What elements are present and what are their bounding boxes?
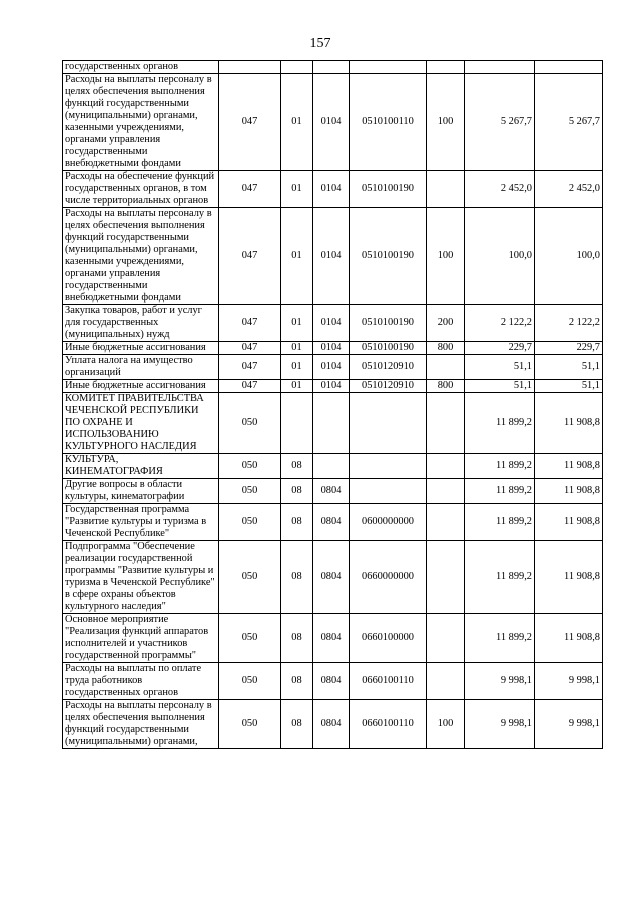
amount-year-1-cell: 11 899,2 [465,479,535,504]
amount-year-1-cell: 11 899,2 [465,541,535,614]
section-code-cell [281,61,313,74]
amount-year-1-cell: 229,7 [465,342,535,355]
page-number: 157 [309,36,331,51]
amount-year-2-cell: 9 998,1 [535,700,603,749]
subsection-code-cell: 0104 [313,208,350,305]
expense-type-cell: 200 [427,305,465,342]
item-name-cell: государственных органов [63,61,219,74]
amount-year-1-cell [465,61,535,74]
table-row [63,208,603,305]
item-name-cell: Подпрограмма "Обеспечение реализации государственной программы "Развитие культуры и туризма в Чеченской Республике" в сфере охраны объектов культурного наследия" [63,541,219,614]
item-name-cell: Иные бюджетные ассигнования [63,380,219,393]
item-name-cell: Иные бюджетные ассигнования [63,342,219,355]
table-row [63,504,603,541]
target-article-cell: 0510100190 [350,305,427,342]
subsection-code-cell [313,393,350,454]
section-code-cell: 01 [281,74,313,171]
target-article-cell: 0660000000 [350,541,427,614]
table-row [63,663,603,700]
amount-year-2-cell: 11 908,8 [535,541,603,614]
expense-type-cell [427,479,465,504]
table-row [63,380,603,393]
section-code-cell: 01 [281,208,313,305]
subsection-code-cell: 0804 [313,541,350,614]
table-row [63,171,603,208]
table-row [63,61,603,74]
amount-year-2-cell: 51,1 [535,355,603,380]
admin-code-cell: 050 [219,541,281,614]
target-article-cell [350,393,427,454]
expense-type-cell [427,614,465,663]
section-code-cell: 08 [281,663,313,700]
table-row [63,342,603,355]
subsection-code-cell: 0804 [313,614,350,663]
subsection-code-cell: 0104 [313,380,350,393]
amount-year-1-cell: 11 899,2 [465,504,535,541]
budget-table-body [63,61,603,749]
expense-type-cell [427,541,465,614]
table-row [63,454,603,479]
section-code-cell: 08 [281,479,313,504]
subsection-code-cell: 0804 [313,663,350,700]
table-row [63,541,603,614]
item-name-cell: Расходы на выплаты персоналу в целях обеспечения выполнения функций государственными (муниципальными) органами, [63,700,219,749]
target-article-cell: 0660100110 [350,700,427,749]
section-code-cell: 01 [281,342,313,355]
admin-code-cell: 050 [219,614,281,663]
item-name-cell: Расходы на выплаты персоналу в целях обеспечения выполнения функций государственными (муниципальными) органами, казенными учреждениями, органами управления государственными внебюджетными фондами [63,74,219,171]
subsection-code-cell: 0804 [313,504,350,541]
admin-code-cell: 047 [219,355,281,380]
expense-type-cell [427,171,465,208]
target-article-cell: 0600000000 [350,504,427,541]
admin-code-cell: 047 [219,74,281,171]
target-article-cell: 0660100110 [350,663,427,700]
item-name-cell: Расходы на выплаты по оплате труда работников государственных органов [63,663,219,700]
item-name-cell: Закупка товаров, работ и услуг для государственных (муниципальных) нужд [63,305,219,342]
amount-year-2-cell: 11 908,8 [535,393,603,454]
target-article-cell [350,479,427,504]
target-article-cell: 0510100190 [350,171,427,208]
amount-year-2-cell: 11 908,8 [535,614,603,663]
amount-year-1-cell: 5 267,7 [465,74,535,171]
table-row [63,700,603,749]
amount-year-2-cell: 5 267,7 [535,74,603,171]
table-row [63,74,603,171]
item-name-cell: КУЛЬТУРА, КИНЕМАТОГРАФИЯ [63,454,219,479]
amount-year-2-cell: 51,1 [535,380,603,393]
section-code-cell: 08 [281,541,313,614]
amount-year-2-cell [535,61,603,74]
budget-table [62,60,603,749]
subsection-code-cell: 0804 [313,479,350,504]
amount-year-1-cell: 11 899,2 [465,393,535,454]
table-row [63,479,603,504]
amount-year-1-cell: 51,1 [465,355,535,380]
expense-type-cell [427,355,465,380]
subsection-code-cell [313,61,350,74]
subsection-code-cell: 0104 [313,342,350,355]
section-code-cell: 08 [281,504,313,541]
item-name-cell: Государственная программа "Развитие культуры и туризма в Чеченской Республике" [63,504,219,541]
target-article-cell [350,454,427,479]
section-code-cell: 01 [281,355,313,380]
target-article-cell: 0510100190 [350,342,427,355]
amount-year-1-cell: 11 899,2 [465,454,535,479]
admin-code-cell: 047 [219,208,281,305]
item-name-cell: Расходы на выплаты персоналу в целях обеспечения выполнения функций государственными (муниципальными) органами, казенными учреждениями, органами управления государственными внебюджетными фондами [63,208,219,305]
expense-type-cell: 800 [427,342,465,355]
subsection-code-cell [313,454,350,479]
amount-year-2-cell: 11 908,8 [535,504,603,541]
admin-code-cell: 050 [219,393,281,454]
section-code-cell: 08 [281,700,313,749]
amount-year-1-cell: 2 122,2 [465,305,535,342]
table-row [63,305,603,342]
section-code-cell [281,393,313,454]
admin-code-cell: 047 [219,171,281,208]
table-row [63,355,603,380]
subsection-code-cell: 0104 [313,171,350,208]
admin-code-cell: 050 [219,663,281,700]
target-article-cell: 0510120910 [350,380,427,393]
expense-type-cell [427,504,465,541]
amount-year-1-cell: 2 452,0 [465,171,535,208]
section-code-cell: 08 [281,614,313,663]
admin-code-cell: 047 [219,380,281,393]
amount-year-1-cell: 100,0 [465,208,535,305]
section-code-cell: 01 [281,305,313,342]
amount-year-2-cell: 229,7 [535,342,603,355]
section-code-cell: 01 [281,171,313,208]
amount-year-1-cell: 11 899,2 [465,614,535,663]
admin-code-cell: 050 [219,454,281,479]
admin-code-cell: 050 [219,504,281,541]
amount-year-1-cell: 9 998,1 [465,663,535,700]
admin-code-cell: 047 [219,342,281,355]
item-name-cell: Расходы на обеспечение функций государственных органов, в том числе территориальных органов [63,171,219,208]
expense-type-cell: 100 [427,74,465,171]
expense-type-cell: 100 [427,208,465,305]
item-name-cell: КОМИТЕТ ПРАВИТЕЛЬСТВА ЧЕЧЕНСКОЙ РЕСПУБЛИКИ ПО ОХРАНЕ И ИСПОЛЬЗОВАНИЮ КУЛЬТУРНОГО НАСЛЕДИЯ [63,393,219,454]
target-article-cell: 0660100000 [350,614,427,663]
expense-type-cell [427,61,465,74]
section-code-cell: 01 [281,380,313,393]
expense-type-cell: 800 [427,380,465,393]
amount-year-2-cell: 2 122,2 [535,305,603,342]
expense-type-cell [427,393,465,454]
amount-year-2-cell: 11 908,8 [535,479,603,504]
subsection-code-cell: 0104 [313,305,350,342]
expense-type-cell: 100 [427,700,465,749]
amount-year-1-cell: 9 998,1 [465,700,535,749]
target-article-cell: 0510100110 [350,74,427,171]
target-article-cell: 0510120910 [350,355,427,380]
section-code-cell: 08 [281,454,313,479]
amount-year-2-cell: 100,0 [535,208,603,305]
table-row [63,614,603,663]
admin-code-cell: 050 [219,479,281,504]
target-article-cell [350,61,427,74]
expense-type-cell [427,663,465,700]
amount-year-2-cell: 9 998,1 [535,663,603,700]
item-name-cell: Уплата налога на имущество организаций [63,355,219,380]
admin-code-cell: 050 [219,700,281,749]
item-name-cell: Другие вопросы в области культуры, кинематографии [63,479,219,504]
admin-code-cell: 047 [219,305,281,342]
item-name-cell: Основное мероприятие "Реализация функций аппаратов исполнителей и участников государственной программы" [63,614,219,663]
admin-code-cell [219,61,281,74]
amount-year-1-cell: 51,1 [465,380,535,393]
subsection-code-cell: 0804 [313,700,350,749]
amount-year-2-cell: 2 452,0 [535,171,603,208]
table-row [63,393,603,454]
amount-year-2-cell: 11 908,8 [535,454,603,479]
subsection-code-cell: 0104 [313,355,350,380]
target-article-cell: 0510100190 [350,208,427,305]
subsection-code-cell: 0104 [313,74,350,171]
expense-type-cell [427,454,465,479]
